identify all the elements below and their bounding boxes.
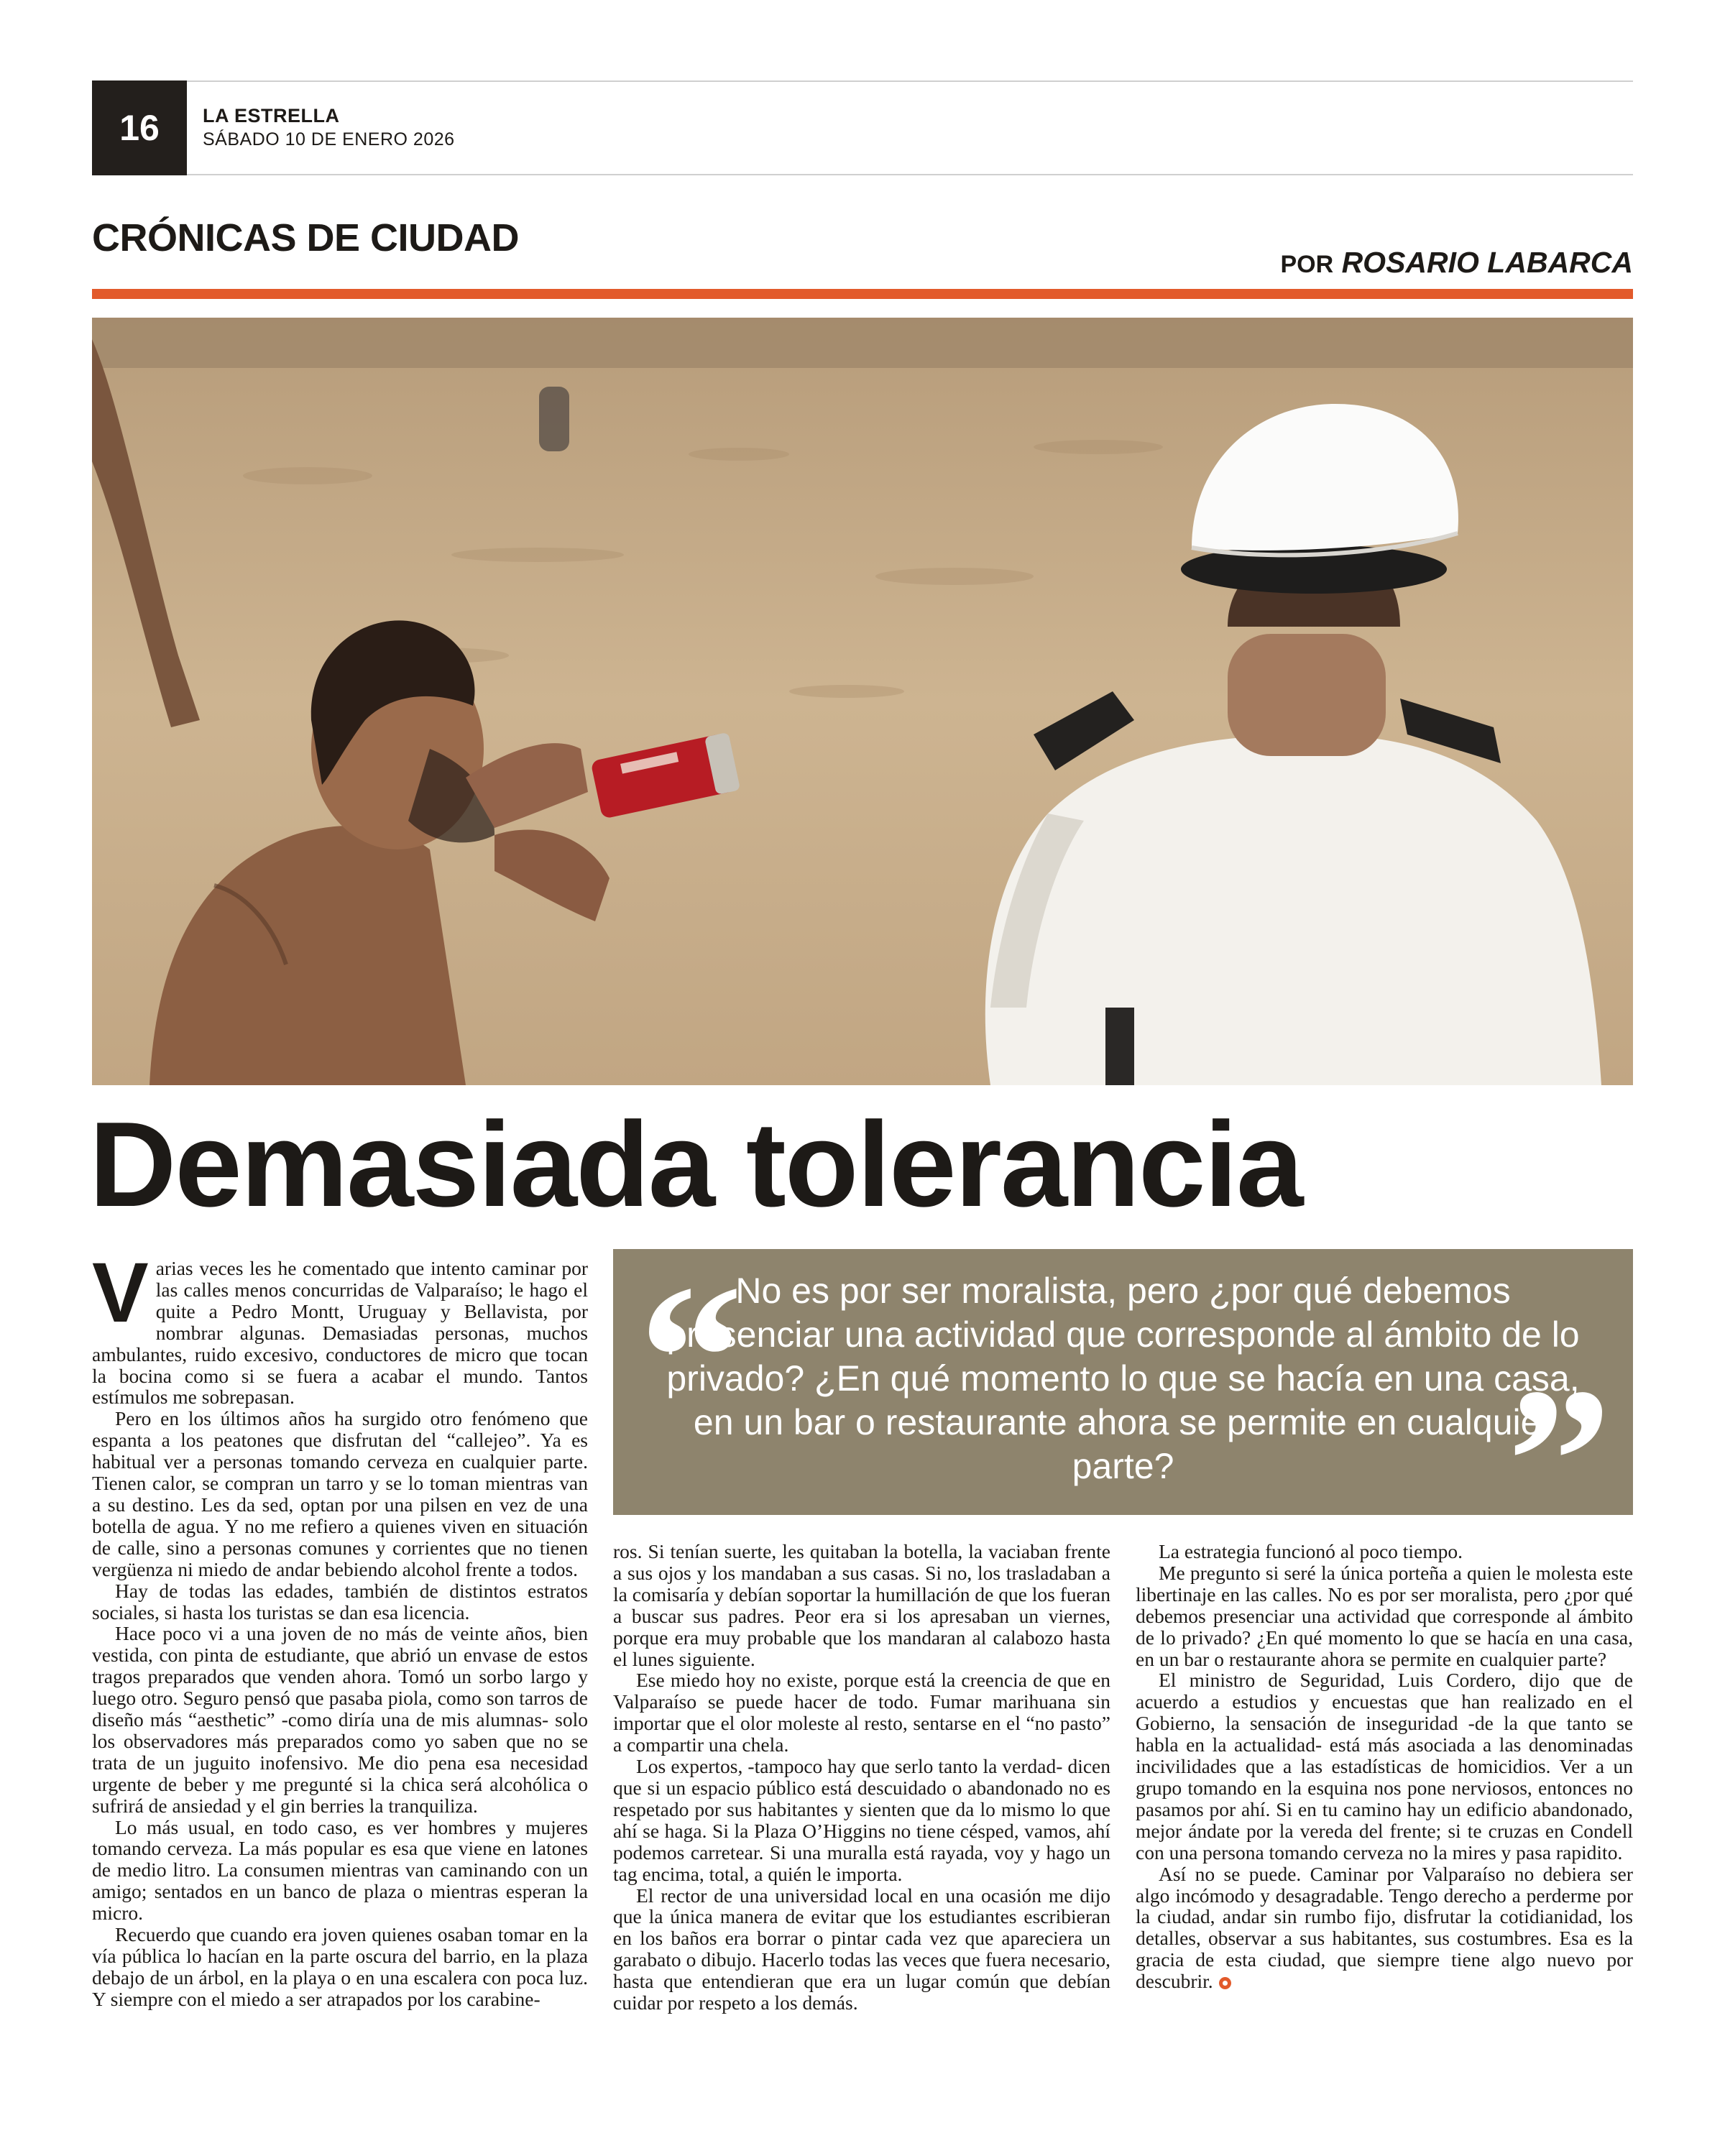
paragraph: Recuerdo que cuando era joven quienes osaban tomar en la vía pública lo hacían en la parte oscura del barrio, en la plaza debajo de un árbol, en la playa o en una escalera con poca luz. Y siempre con el miedo a ser atrapados por los carabine- xyxy=(92,1923,588,2010)
article-column-2 xyxy=(613,1541,1110,2014)
paragraph: La estrategia funcionó al poco tiempo. xyxy=(1159,1540,1463,1562)
paragraph: Me pregunto si seré la única porteña a quien le molesta este libertinaje en las calles. No es por ser moralista, pero ¿por qué debemos presenciar una actividad que corresponde al ámbito de lo privado? ¿En qué momento lo que se hacía en una casa, en un bar o restaurante ahora se permite en cualquier parte? xyxy=(1136,1561,1633,1670)
publication-date: SÁBADO 10 DE ENERO 2026 xyxy=(203,129,455,149)
article-column-3 xyxy=(1136,1541,1633,1992)
byline-author: ROSARIO LABARCA xyxy=(1341,246,1633,279)
end-mark-icon xyxy=(1219,1977,1231,1989)
close-quote-mark: ” xyxy=(1507,1345,1611,1576)
paragraph xyxy=(1136,1864,1633,1992)
section-title: CRÓNICAS DE CIUDAD xyxy=(92,216,520,259)
header-bottom-rule xyxy=(92,174,1633,175)
drop-cap: V xyxy=(92,1245,149,1340)
paragraph: Hay de todas las edades, también de distintos estratos sociales, si hasta los turistas se dan esa licencia. xyxy=(92,1579,588,1623)
byline-prefix: POR xyxy=(1280,251,1334,278)
open-quote-mark: “ xyxy=(639,1242,743,1473)
paragraph-text: arias veces les he comentado que intento caminar por las calles menos concurridas de Valparaíso; le hago el quite a Pedro Montt, Uruguay y Bellavista, por nombrar algunas. Demasiadas personas, muchos ambulantes, ruido excesivo, conductores de micro que tocan la bocina como si se fuera a acabar el mundo. Tantos estímulos me sobrepasan. xyxy=(92,1257,588,1409)
paragraph: Lo más usual, en todo caso, es ver hombres y mujeres tomando cerveza. La más popular es esa que viene en latones de medio litro. La consumen mientras van caminando con un amigo; sentados en un banco de plaza o mientras esperan la micro. xyxy=(92,1815,588,1925)
accent-rule xyxy=(92,289,1633,299)
paragraph-text: Así no se puede. Caminar por Valparaíso no debiera ser algo incómodo y desagradable. Tengo derecho a perderme por la ciudad, andar sin rumbo fijo, disfrutar la cotidianidad, los detalles, observar a sus habitantes, sus costumbres. Esa es la gracia de esta ciudad, que siempre tiene algo nuevo por descubrir. xyxy=(1136,1862,1633,1993)
byline xyxy=(1280,246,1633,280)
article-headline: Demasiada tolerancia xyxy=(89,1097,1302,1232)
paragraph: ros. Si tenían suerte, les quitaban la botella, la vaciaban frente a sus ojos y los mandaban a sus casas. Si no, los trasladaban a la comisaría y debían soportar la humillación de que los fueran a buscar sus padres. Peor era si los apresaban un viernes, porque era muy probable que los mandaran al calabozo hasta el lunes siguiente. xyxy=(613,1540,1110,1670)
pull-quote-text: No es por ser moralista, pero ¿por qué debemos presenciar una actividad que corresponde al ámbito de lo privado? ¿En qué momento lo que se hacía en una casa, en un bar o restaurante ahora se permite en cualquier parte? xyxy=(666,1271,1580,1486)
photo-icon xyxy=(92,318,1633,1085)
paragraph: Los expertos, -tampoco hay que serlo tanto la verdad- dicen que si un espacio público está descuidado o abandonado no es respetado por sus habitantes y sienten que da lo mismo lo que ahí se haga. Si la Plaza O’Higgins no tiene césped, vamos, ahí podemos carretear. Si una muralla está rayada, voy y hago un tag encima, total, a quién le importa. xyxy=(613,1755,1110,1885)
paragraph: El rector de una universidad local en una ocasión me dijo que la única manera de evitar que los estudiantes escribieran en los baños era borrar o pintar cada vez que apareciera un garabato o dibujo. Hacerlo todas las veces que fuera necesario, hasta que entendieran que era un lugar común que debían cuidar por respeto a los demás. xyxy=(613,1884,1110,2014)
paragraph xyxy=(92,1245,588,1409)
paragraph: Pero en los últimos años ha surgido otro fenómeno que espanta a los peatones que disfrutan del “callejeo”. Ya es habitual ver a personas tomando cerveza en cualquier parte. Tienen calor, se compran un tarro y se lo toman mientras van a su destino. Les da sed, optan por una pilsen en vez de una botella de agua. Y no me refiero a quienes viven en situación de calle, sino a personas comunes y corrientes que no tienen vergüenza ni miedo de andar bebiendo alcohol frente a todos. xyxy=(92,1407,588,1580)
paragraph: Ese miedo hoy no existe, porque está la creencia de que en Valparaíso se puede hacer de todo. Fumar marihuana sin importar que el olor moleste al resto, sentarse en el “no pasto” a compartir una chela. xyxy=(613,1669,1110,1756)
page-number: 16 xyxy=(92,80,187,175)
paragraph: El ministro de Seguridad, Luis Cordero, dijo que de acuerdo a estudios y encuestas que han realizado en el Gobierno, la sensación de inseguridad -de la que tanto se habla en la actualidad- está más asociada a las denominadas incivilidades que a las estadísticas de homicidios. Ver a un grupo tomando en la esquina nos pone nerviosos, entonces no pasamos por ahí. Si en tu camino hay un edificio abandonado, mejor ándate por la vereda del frente; si te cruzas en Condell con una persona tomando cerveza no la mires y pasa rapidito. xyxy=(1136,1669,1633,1864)
publication-name: LA ESTRELLA xyxy=(203,105,340,126)
article-photo xyxy=(92,318,1633,1085)
header-top-rule xyxy=(92,80,1633,82)
article-column-1 xyxy=(92,1245,588,2010)
paragraph: Hace poco vi a una joven de no más de veinte años, bien vestida, con pinta de estudiante, que abrió un envase de estos tragos preparados que venden ahora. Tomó un sorbo largo y luego otro. Seguro pensó que pasaba piola, como son tarros de diseño más “aesthetic” -como diría una de mis alumnas- solo los observadores más preparados como yo saben que no se trata de un juguito inofensivo. Me dio pena esa necesidad urgente de beber y me pregunté si la chica será alcohólica o sufrirá de ansiedad y el gin berries la tranquiliza. xyxy=(92,1622,588,1817)
